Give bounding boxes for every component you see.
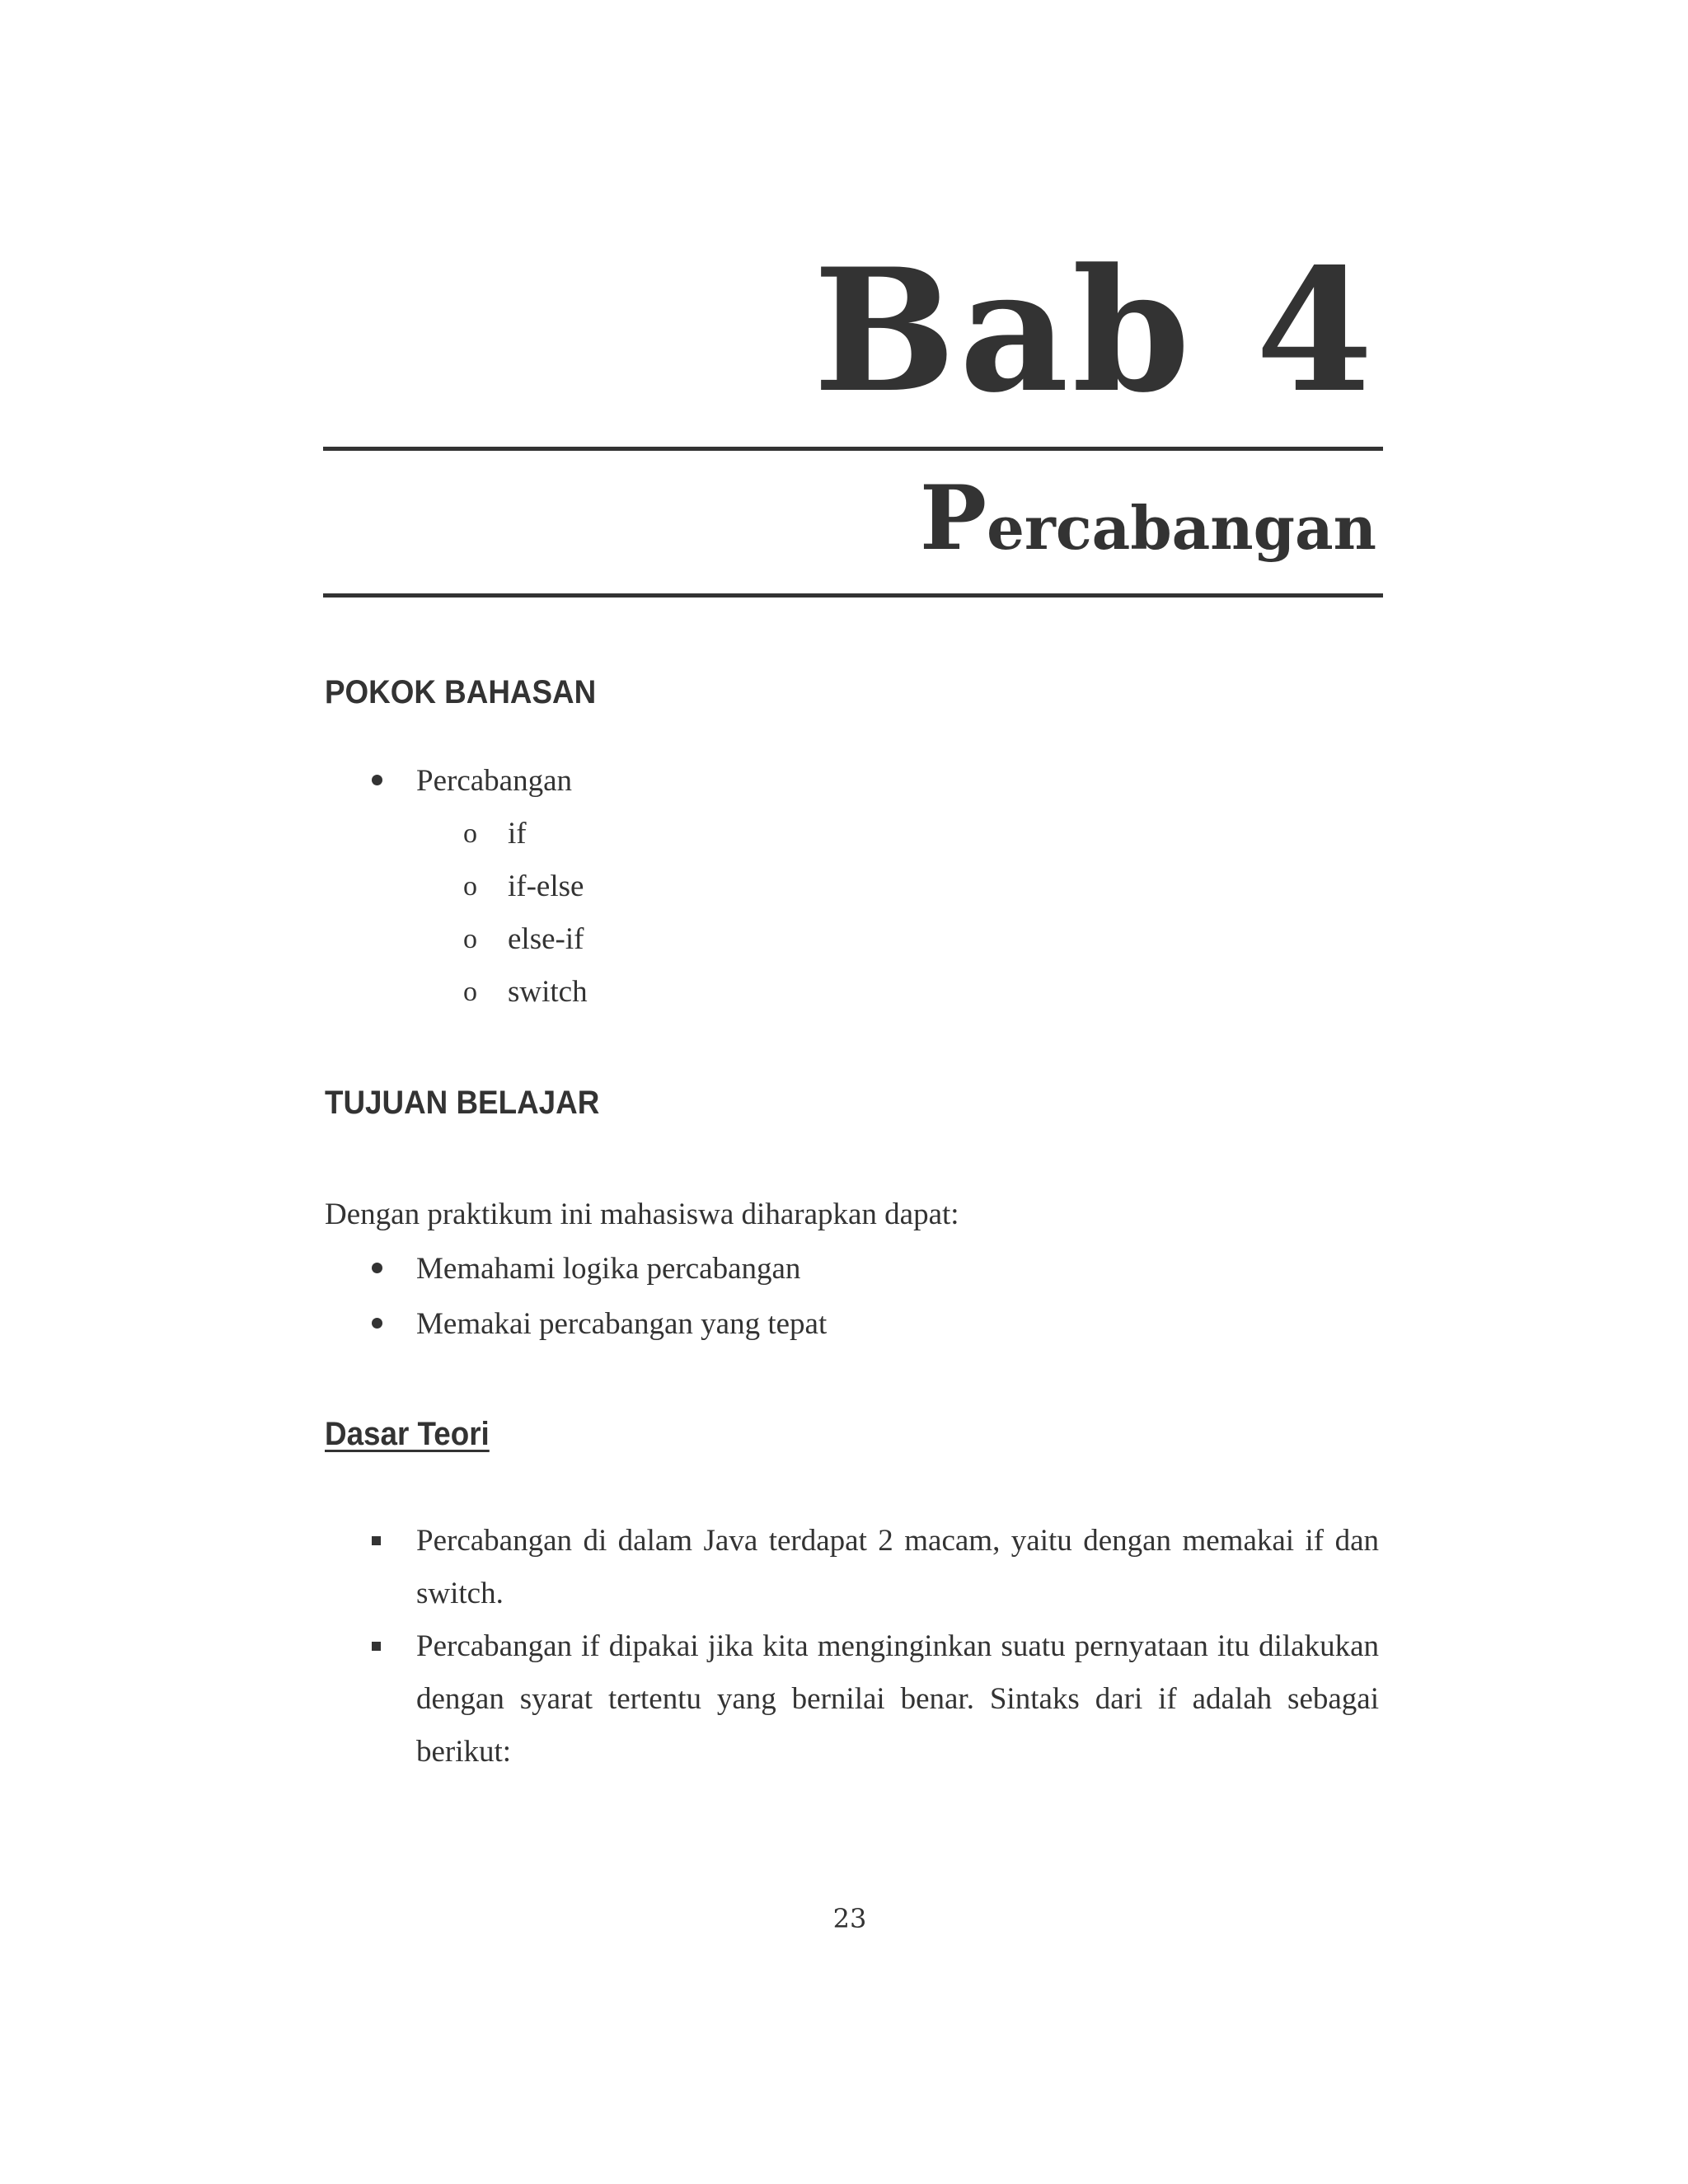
circle-bullet-icon: o: [463, 818, 477, 849]
bullet-dot-icon: [372, 1263, 382, 1273]
dasar-teori-heading: Dasar Teori: [325, 1416, 490, 1452]
pokok-main-item: Percabangan: [416, 764, 573, 798]
tujuan-item: Memahami logika percabangan: [416, 1252, 801, 1286]
pokok-bahasan-heading: POKOK BAHASAN: [325, 674, 597, 710]
bottom-rule: [323, 593, 1383, 598]
circle-bullet-icon: o: [463, 871, 477, 902]
top-rule: [323, 447, 1383, 451]
bullet-dot-icon: [372, 1318, 382, 1329]
bullet-dot-icon: [372, 775, 382, 785]
page-number: 23: [832, 1903, 867, 1934]
pokok-sub-item: switch: [508, 975, 588, 1009]
dasar-teori-item: Percabangan if dipakai jika kita menginginkan suatu pernyataan itu dilakukan dengan syarat tertentu yang bernilai benar. Sintaks dari if adalah sebagai berikut:: [416, 1629, 1379, 1769]
pokok-sub-item: if-else: [508, 869, 584, 903]
square-bullet-icon: [372, 1642, 381, 1651]
tujuan-belajar-heading: TUJUAN BELAJAR: [325, 1085, 600, 1121]
chapter-number: Bab 4: [813, 232, 1376, 430]
pokok-sub-item: else-if: [508, 922, 584, 956]
tujuan-item: Memakai percabangan yang tepat: [416, 1307, 828, 1341]
chapter-title: [919, 466, 1376, 570]
circle-bullet-icon: o: [463, 977, 477, 1007]
chapter-title-rest: ercabangan: [987, 493, 1376, 563]
chapter-title-initial: P: [919, 466, 987, 570]
pokok-sub-item: if: [508, 817, 527, 851]
square-bullet-icon: [372, 1536, 381, 1545]
dasar-teori-item: Percabangan di dalam Java terdapat 2 macam, yaitu dengan memakai if dan switch.: [416, 1524, 1379, 1610]
circle-bullet-icon: o: [463, 924, 477, 954]
tujuan-intro: Dengan praktikum ini mahasiswa diharapkan dapat:: [325, 1197, 959, 1231]
